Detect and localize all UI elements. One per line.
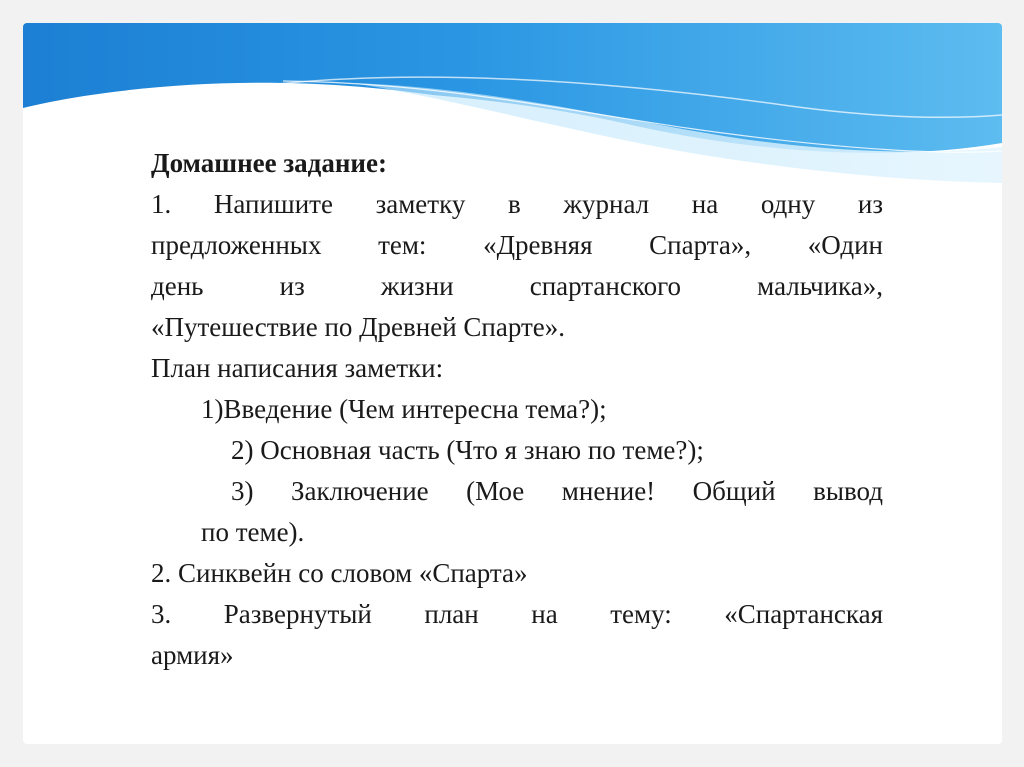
item2: 2. Синквейн со словом «Спарта»: [151, 558, 528, 588]
item1-line4: «Путешествие по Древней Спарте».: [151, 312, 566, 342]
item3-line1: 3. Развернутый план на тему: «Спартанская: [151, 599, 883, 629]
item3-line2: армия»: [151, 640, 234, 670]
item1-line3: день из жизни спартанского мальчика»,: [151, 271, 883, 301]
item1-line1: 1. Напишите заметку в журнал на одну из: [151, 189, 883, 219]
plan-step-1: 1)Введение (Чем интересна тема?);: [201, 394, 607, 424]
homework-heading: Домашнее задание:: [151, 148, 387, 178]
item1-line2: предложенных тем: «Древняя Спарта», «Один: [151, 230, 883, 260]
plan-step-3-line2: по теме).: [201, 517, 305, 547]
slide: [23, 23, 1002, 744]
plan-title: План написания заметки:: [151, 353, 444, 383]
plan-step-3-line1: 3) Заключение (Мое мнение! Общий вывод: [231, 476, 883, 506]
plan-step-2: 2) Основная часть (Что я знаю по теме?);: [231, 435, 704, 465]
homework-text: [151, 143, 883, 676]
